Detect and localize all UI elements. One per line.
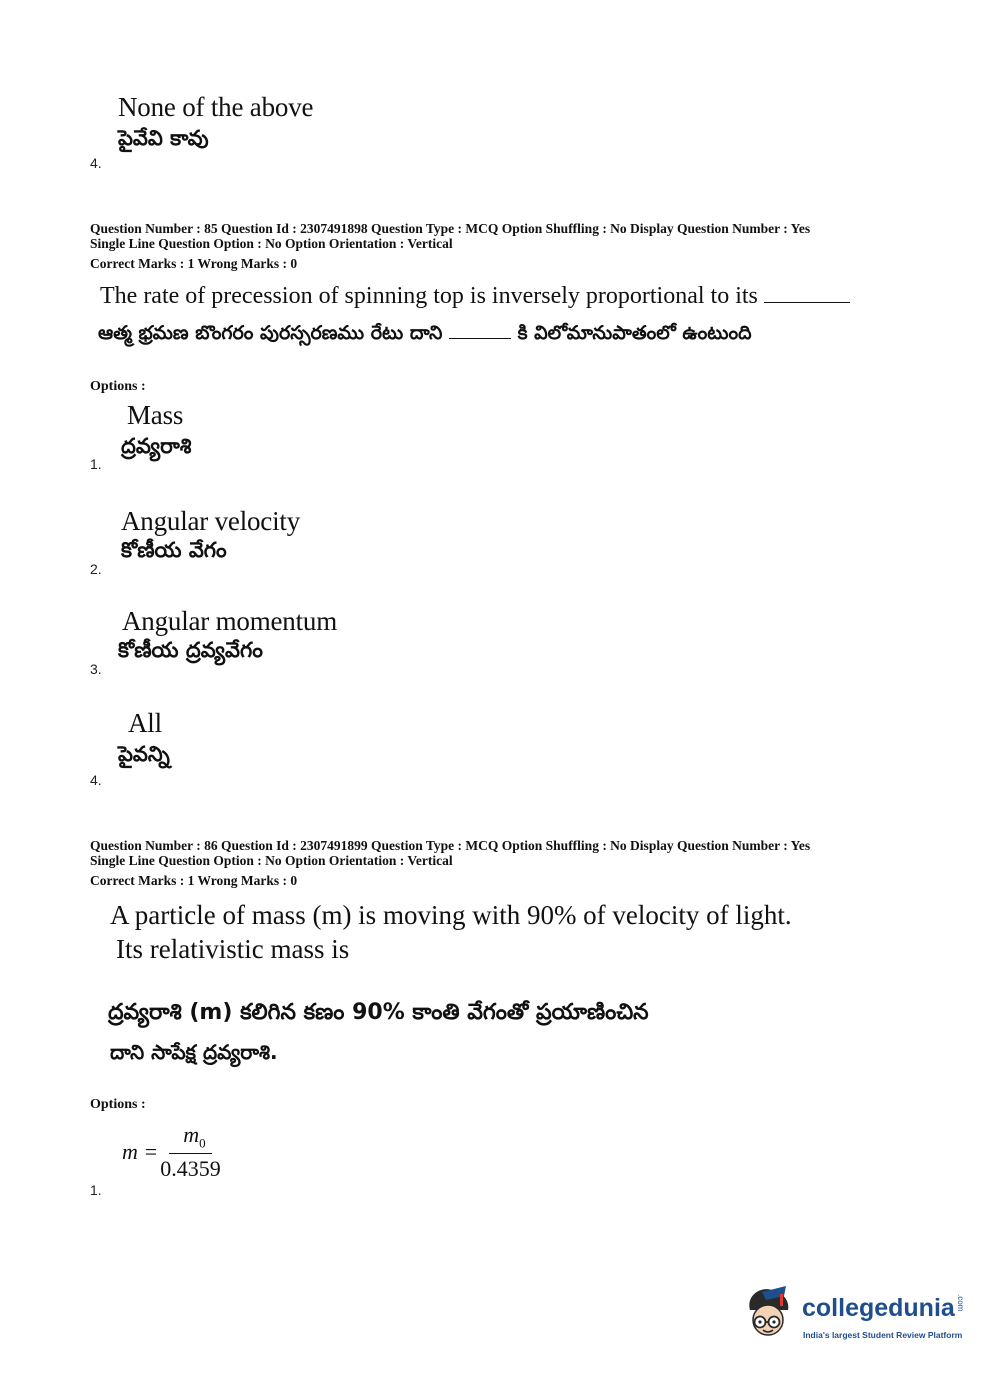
q86-option-1-formula[interactable]	[122, 1122, 221, 1182]
q85-option-1-english[interactable]: Mass	[127, 400, 184, 430]
prev-option-4-telugu: పైవేవి కావు	[118, 126, 209, 150]
q86-question-telugu-line2: దాని సాపేక్ష ద్రవ్యరాశి.	[110, 1040, 278, 1064]
q86-formula-denominator: 0.4359	[160, 1156, 221, 1182]
q85-telugu-blank	[449, 338, 511, 339]
q85-option-1-telugu[interactable]: ద్రవ్యరాశి	[121, 434, 192, 458]
q85-telugu-part1: ఆత్మ భ్రమణ బొంగరం పురస్సరణము రేటు దాని	[98, 322, 443, 344]
collegedunia-logo	[740, 1284, 970, 1344]
q85-meta-line1: Question Number : 85 Question Id : 2307491898 Question Type : MCQ Option Shuffling : No Display Question Number : Yes	[90, 221, 811, 236]
q85-question-telugu	[98, 322, 752, 349]
q85-option-1-number: 1.	[90, 456, 102, 472]
q86-formula-lhs: m =	[122, 1139, 159, 1165]
q85-option-2-english[interactable]: Angular velocity	[121, 506, 300, 536]
q85-options-label: Options :	[90, 379, 146, 394]
q85-option-3-english[interactable]: Angular momentum	[122, 606, 338, 636]
q86-question-telugu-line1: ద్రవ్యరాశి (m) కలిగిన కణం 90% కాంతి వేగంతో ప్రయాణించిన	[108, 1000, 649, 1025]
q85-question-text: The rate of precession of spinning top is inversely proportional to its	[100, 283, 758, 309]
q86-meta-line1: Question Number : 86 Question Id : 2307491899 Question Type : MCQ Option Shuffling : No Display Question Number : Yes	[90, 838, 811, 853]
q86-question-english-line1: A particle of mass (m) is moving with 90% of velocity of light.	[110, 900, 792, 930]
q86-meta-line3: Correct Marks : 1 Wrong Marks : 0	[90, 873, 298, 888]
q86-meta-line2: Single Line Question Option : No Option Orientation : Vertical	[90, 853, 453, 868]
q85-option-4-number: 4.	[90, 772, 102, 788]
brand-suffix: .com	[955, 1294, 965, 1312]
q85-question-english	[100, 283, 850, 310]
q85-option-3-number: 3.	[90, 661, 102, 677]
q85-option-2-telugu[interactable]: కోణీయ వేగం	[121, 538, 227, 562]
q85-meta-line3: Correct Marks : 1 Wrong Marks : 0	[90, 256, 298, 271]
prev-option-4-number: 4.	[90, 155, 102, 171]
q86-formula-numerator: $m_0$	[169, 1122, 211, 1154]
q85-blank	[764, 302, 850, 303]
q85-meta-line2: Single Line Question Option : No Option Orientation : Vertical	[90, 236, 453, 251]
q85-option-3-telugu[interactable]: కోణీయ ద్రవ్యవేగం	[118, 638, 263, 662]
q85-telugu-part2: కి విలోమానుపాతంలో ఉంటుంది	[517, 322, 752, 344]
q85-option-2-number: 2.	[90, 561, 102, 577]
q86-formula-fraction	[160, 1122, 221, 1182]
q85-option-4-telugu[interactable]: పైవన్ని	[118, 742, 170, 766]
q85-option-4-english[interactable]: All	[128, 708, 162, 738]
prev-option-4-english: None of the above	[118, 92, 314, 122]
brand-tagline: India's largest Student Review Platform	[803, 1330, 963, 1340]
q86-question-english-line2: Its relativistic mass is	[116, 934, 350, 964]
mascot-icon	[740, 1284, 798, 1342]
brand-name: collegedunia.com	[802, 1294, 965, 1322]
q86-option-1-number: 1.	[90, 1182, 102, 1198]
q86-options-label: Options :	[90, 1097, 146, 1112]
